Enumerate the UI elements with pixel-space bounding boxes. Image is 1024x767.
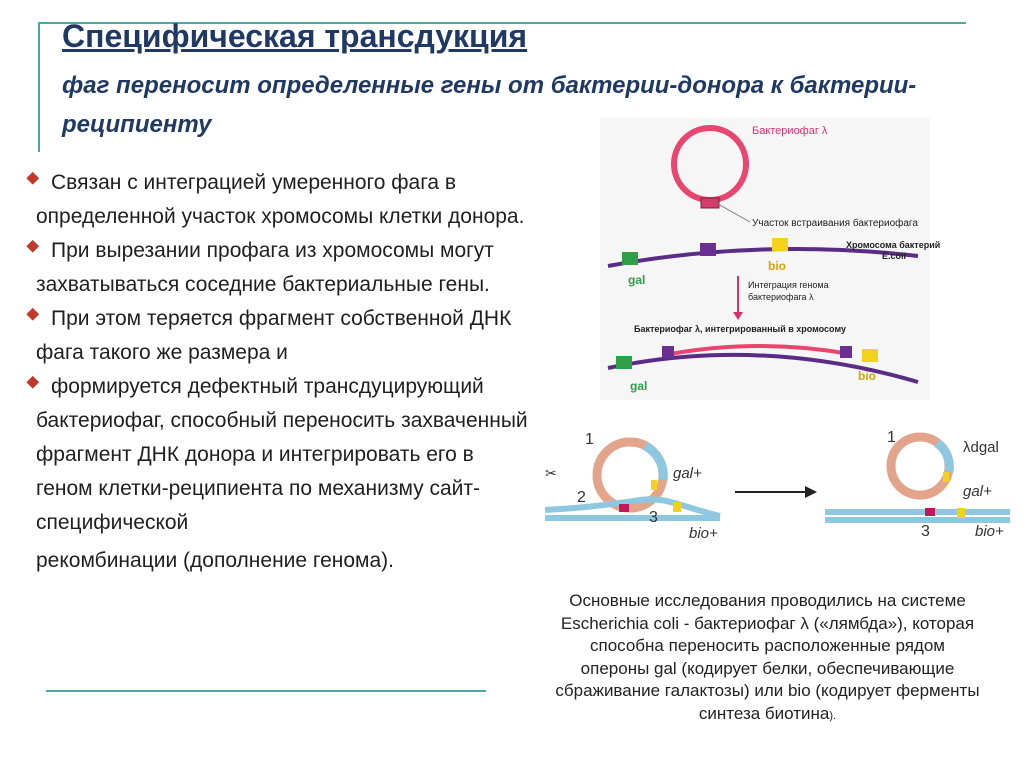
phage-ring [674, 128, 746, 200]
bullet-text-3: При этом теряется фрагмент собственной ДНК фага такого же размера и [36, 307, 512, 364]
site-right [925, 508, 935, 516]
integration-arrowhead [733, 312, 743, 320]
phage-attachment-site [701, 198, 719, 208]
research-note [555, 590, 980, 727]
gal-label-2: gal [630, 379, 648, 393]
bullet-text-4: формируется дефектный трансдуцирующий бактериофаг, способный переносить захваченный фрагмент ДНК донора и интегрировать его в геном клетки-реципиента по механизму сайт-специфической [36, 375, 528, 534]
site-left [619, 504, 629, 512]
loop-right-blue-arc [937, 443, 949, 472]
integration-label-1: Интеграция генома [748, 280, 829, 290]
slide-title: Специфическая трансдукция [62, 18, 528, 54]
bullet-text-2: При вырезании профага из хромосомы могут захватываться соседние бактериальные гены. [36, 239, 494, 296]
integrated-gal-marker [616, 356, 632, 369]
integration-label-2: бактериофага λ [748, 292, 814, 302]
frame-bottom-line [46, 690, 486, 692]
label-3-left: 3 [649, 509, 658, 526]
site-pointer-line [718, 204, 750, 222]
reaction-arrowhead [805, 486, 817, 498]
gal-plus-right: gal+ [963, 483, 992, 500]
chromosome-label-1: Хромосома бактерий [846, 240, 941, 250]
bullet-icon [36, 162, 49, 175]
frame-left-line [38, 22, 40, 152]
label-3-right: 3 [921, 523, 930, 540]
bullet-text-1: Связан с интеграцией умеренного фага в определенной участок хромосомы клетки донора. [36, 171, 525, 228]
ldgal-label: λdgal [963, 439, 999, 456]
loop-left-blue-arc [645, 446, 663, 480]
phage-integration-diagram [600, 118, 941, 400]
bullet-item-3 [36, 302, 536, 370]
chromosome-line [608, 249, 918, 266]
cut-symbol: ✂ [545, 465, 557, 481]
slide-subtitle: фаг переносит определенные гены от бактерии-донора к бактерии-реципиенту [62, 72, 917, 138]
attachment-site-marker [700, 243, 716, 256]
chromosome-label-2: E.coli [882, 251, 907, 261]
integrated-bio-marker [862, 349, 878, 362]
gal-gene-left [651, 480, 657, 490]
integrated-label: Бактериофаг λ, интегрированный в хромосому [634, 324, 846, 334]
integrated-site-right [840, 346, 852, 358]
bio-plus-right: bio+ [975, 523, 1004, 540]
bullet-item-1 [36, 166, 536, 234]
gal-gene-right [943, 472, 949, 482]
bullet-item-4 [36, 370, 536, 540]
research-note-text: Основные исследования проводились на системе Escherichia coli - бактериофаг λ («лямбда»), которая способна переносить расположенные рядом опероны gal (кодирует белки, обеспечивающие сбраживание галактозы) или bio (кодирует ферменты синтеза биотина [555, 591, 980, 723]
gal-label: gal [628, 273, 646, 287]
integrated-phage-segment [670, 346, 850, 354]
gal-plus-left: gal+ [673, 465, 702, 482]
label-1-right: 1 [887, 429, 896, 446]
bio-gene-left [673, 502, 681, 512]
bio-plus-left: bio+ [689, 525, 718, 542]
label-1-left: 1 [585, 431, 594, 448]
site-label: Участок встраивания бактериофага [752, 218, 918, 229]
bio-label-2: bio [858, 369, 876, 383]
label-2-left: 2 [577, 489, 586, 506]
gene-gal-marker [622, 252, 638, 265]
gene-bio-marker [772, 238, 788, 251]
bio-gene-right [957, 508, 965, 518]
phage-label: Бактериофаг λ [752, 125, 828, 137]
research-note-tail: ). [829, 709, 837, 722]
bullet-list [36, 166, 536, 578]
bio-label: bio [768, 259, 786, 273]
bullet-item-2 [36, 234, 536, 302]
integrated-site-left [662, 346, 674, 358]
bullet-last-line: рекомбинации (дополнение генома). [36, 549, 395, 572]
excision-diagram [545, 420, 1015, 560]
